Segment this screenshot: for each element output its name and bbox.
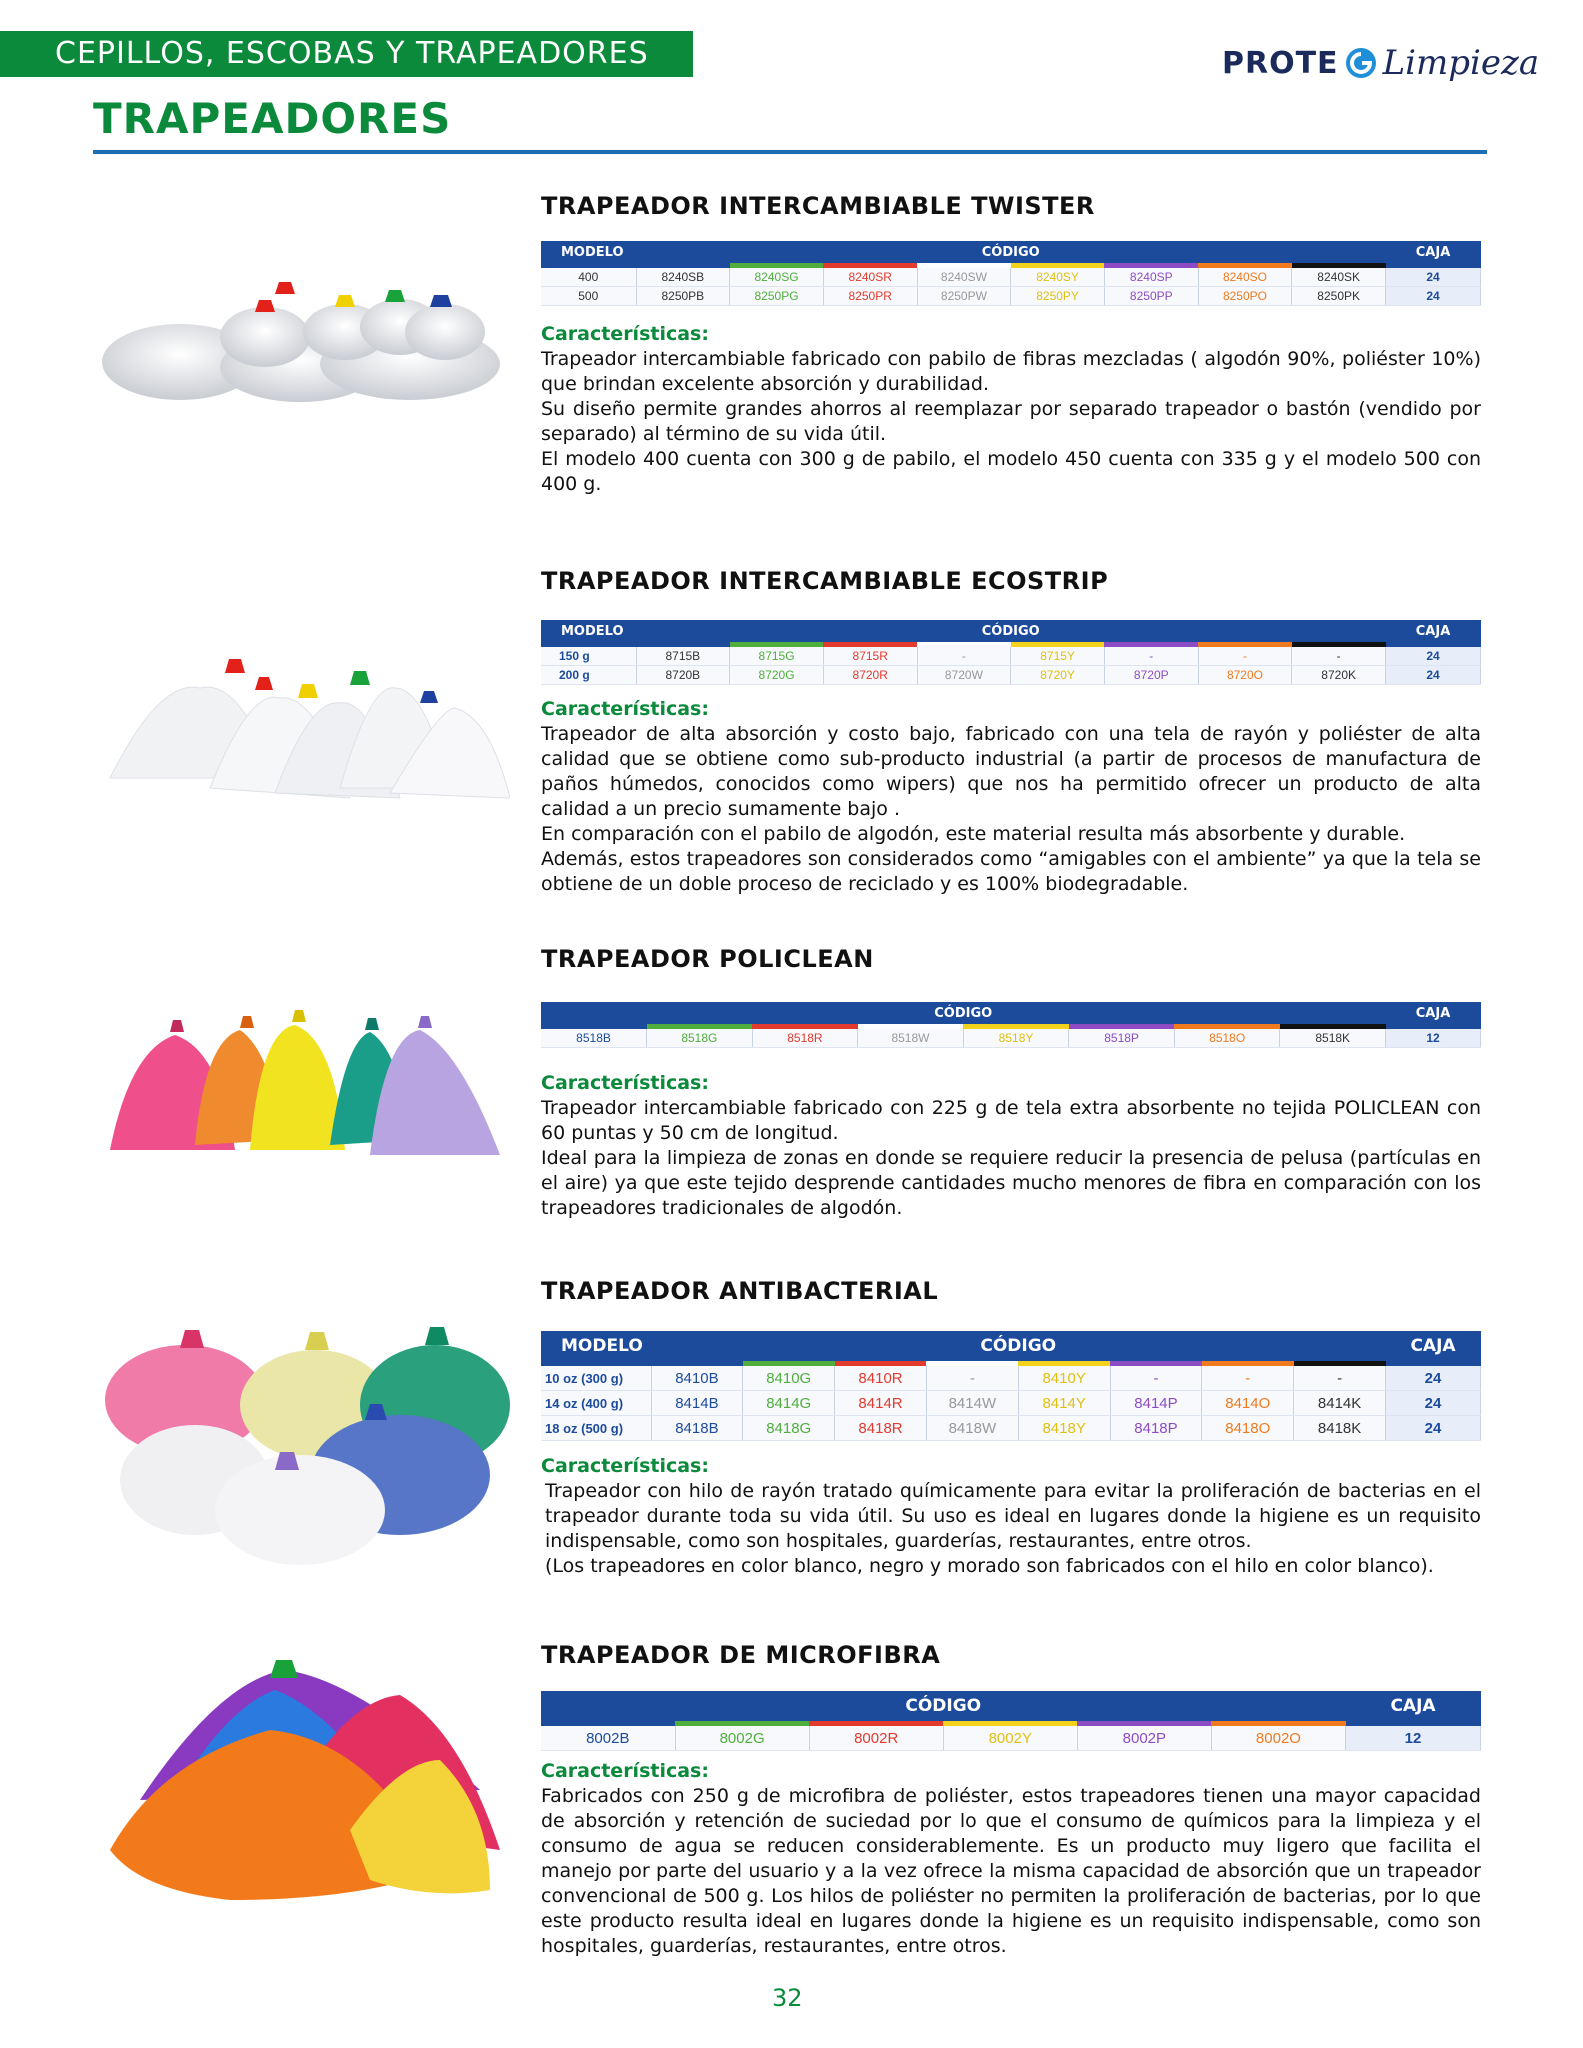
description-paragraph: (Los trapeadores en color blanco, negro y morado son fabricados con el hilo en color blanco). [545,1555,1434,1577]
code-cell: - [1104,647,1198,666]
product-description [541,1784,1481,1959]
brand-script: Limpieza [1382,43,1540,83]
box-cell: 24 [1386,647,1481,666]
model-cell: 200 g [541,666,636,685]
product-code-table [541,241,1481,306]
description-paragraph: Su diseño permite grandes ahorros al reemplazar por separado trapeador o bastón (vendido por separado) al término de su vida útil. [541,398,1481,445]
page-title: TRAPEADORES [93,94,452,143]
code-cell: 8518O [1174,1029,1280,1048]
model-cell: 400 [541,268,636,287]
description-paragraph: Ideal para la limpieza de zonas en donde se requiere reducir la presencia de pelusa (partículas en el aire) ya que este tejido desprende cantidades mucho menores de fibra en comparación con los trapeadores tradicionales de algodón. [541,1147,1481,1219]
description-paragraph: Trapeador de alta absorción y costo bajo, fabricado con una tela de rayón y poliéster de alta calidad que se obtiene como sub-producto industrial (a partir de procesos de manufactura de paños húmedos, conocidos como wipers) que nos ha permitido ofrecer un producto de alta calidad a un precio sumamente bajo . [541,723,1481,820]
code-cell: 8418Y [1018,1416,1110,1441]
section-header: CEPILLOS, ESCOBAS Y TRAPEADORES [0,31,693,77]
model-cell: 14 oz (400 g) [541,1391,651,1416]
model-cell: 10 oz (300 g) [541,1366,651,1391]
code-cell: 8518B [541,1029,647,1048]
code-cell: 8410R [835,1366,927,1391]
box-cell: 24 [1386,268,1481,287]
box-cell: 12 [1346,1726,1481,1751]
microfiber-mop-image [100,1650,510,1915]
code-cell: 8414W [926,1391,1018,1416]
column-header-box: CAJA [1386,1331,1481,1361]
code-cell: 8418P [1110,1416,1202,1441]
code-cell: 8414B [651,1391,743,1416]
model-cell: 500 [541,287,636,306]
code-cell: 8240SR [823,268,917,287]
column-header-box: CAJA [1386,241,1481,263]
code-cell: - [1202,1366,1294,1391]
code-cell: 8002Y [943,1726,1077,1751]
code-cell: 8720W [917,666,1011,685]
code-cell: 8414G [743,1391,835,1416]
title-divider [93,150,1487,154]
code-cell: 8414O [1202,1391,1294,1416]
code-cell: 8414P [1110,1391,1202,1416]
table-row [541,1416,1481,1441]
code-cell: 8720K [1292,666,1386,685]
box-cell: 24 [1386,1416,1481,1441]
code-cell: - [1110,1366,1202,1391]
code-cell: 8720O [1198,666,1292,685]
code-cell: 8240SP [1104,268,1198,287]
features-label: Características: [541,323,709,345]
product-title: TRAPEADOR POLICLEAN [541,945,874,973]
product-title: TRAPEADOR ANTIBACTERIAL [541,1277,939,1305]
product-title: TRAPEADOR DE MICROFIBRA [541,1641,941,1669]
code-cell: 8518Y [963,1029,1069,1048]
column-header-model: MODELO [541,241,636,263]
features-label: Características: [541,1072,709,1094]
code-cell: 8410B [651,1366,743,1391]
model-cell: 18 oz (500 g) [541,1416,651,1441]
product-code-table [541,1331,1481,1441]
product-description [541,1096,1481,1221]
product-description [541,722,1481,897]
code-cell: 8414K [1294,1391,1386,1416]
code-cell: 8250PB [636,287,730,306]
description-paragraph: Trapeador intercambiable fabricado con pabilo de fibras mezcladas ( algodón 90%, poliéster 10%) que brindan excelente absorción y durabilidad. [541,348,1481,395]
twister-mop-image [100,272,510,402]
code-cell: 8240SB [636,268,730,287]
column-header-code: CÓDIGO [541,1002,1386,1024]
description-paragraph: Además, estos trapeadores son considerados como “amigables con el ambiente” ya que la tela se obtiene de un doble proceso de reciclado y es 100% biodegradable. [541,848,1481,895]
code-cell: 8418K [1294,1416,1386,1441]
table-row [541,287,1481,306]
code-cell: 8418O [1202,1416,1294,1441]
code-cell: 8720G [730,666,824,685]
features-label: Características: [541,698,709,720]
description-paragraph: En comparación con el pabilo de algodón, este material resulta más absorbente y durable. [541,823,1406,845]
code-cell: 8518P [1069,1029,1175,1048]
product-code-table [541,620,1481,685]
code-cell: 8518K [1280,1029,1386,1048]
column-header-box: CAJA [1386,1002,1481,1024]
code-cell: 8250PW [917,287,1011,306]
description-paragraph: Trapeador con hilo de rayón tratado químicamente para evitar la proliferación de bacterias en el trapeador durante toda su vida útil. Su uso es ideal en lugares donde la higiene es un requisito indispensable, como son hospitales, guarderías, restaurantes, entre otros. [545,1480,1481,1552]
table-row [541,647,1481,666]
column-header-code: CÓDIGO [636,241,1386,263]
column-header-code: CÓDIGO [541,1691,1346,1721]
product-description [541,347,1481,497]
code-cell: 8250PK [1292,287,1386,306]
code-cell: 8715Y [1011,647,1105,666]
code-cell: 8418R [835,1416,927,1441]
code-cell: 8410G [743,1366,835,1391]
code-cell: 8410Y [1018,1366,1110,1391]
box-cell: 24 [1386,1391,1481,1416]
product-title: TRAPEADOR INTERCAMBIABLE ECOSTRIP [541,567,1109,595]
box-cell: 24 [1386,666,1481,685]
model-cell: 150 g [541,647,636,666]
code-cell: 8720P [1104,666,1198,685]
code-cell: 8518R [752,1029,858,1048]
page-number: 32 [772,1984,803,2012]
code-cell: 8518G [647,1029,753,1048]
description-paragraph: Trapeador intercambiable fabricado con 225 g de tela extra absorbente no tejida POLICLEAN con 60 puntas y 50 cm de longitud. [541,1097,1481,1144]
code-cell: 8720R [823,666,917,685]
table-row [541,1391,1481,1416]
code-cell: 8518W [858,1029,964,1048]
column-header-model: MODELO [541,1331,651,1361]
code-cell: 8240SW [917,268,1011,287]
description-paragraph: El modelo 400 cuenta con 300 g de pabilo, el modelo 450 cuenta con 335 g y el modelo 500 con 400 g. [541,448,1481,495]
table-row [541,666,1481,685]
column-header-model: MODELO [541,620,636,642]
code-cell: 8418W [926,1416,1018,1441]
ecostrip-mop-image [100,648,510,813]
code-cell: 8240SG [730,268,824,287]
code-cell: 8720Y [1011,666,1105,685]
code-cell: 8002B [541,1726,675,1751]
code-cell: 8418B [651,1416,743,1441]
code-cell: 8715G [730,647,824,666]
code-cell: 8250PP [1104,287,1198,306]
code-cell: - [926,1366,1018,1391]
brand-logo [1222,38,1539,88]
policlean-mop-image [100,1010,510,1160]
code-cell: 8002O [1211,1726,1345,1751]
code-cell: 8715B [636,647,730,666]
column-header-box: CAJA [1386,620,1481,642]
product-title: TRAPEADOR INTERCAMBIABLE TWISTER [541,192,1095,220]
table-row [541,1366,1481,1391]
code-cell: - [917,647,1011,666]
code-cell: 8250PY [1011,287,1105,306]
code-cell: 8002G [675,1726,809,1751]
product-code-table [541,1691,1481,1751]
column-header-code: CÓDIGO [636,620,1386,642]
table-row [541,268,1481,287]
code-cell: - [1294,1366,1386,1391]
features-label: Características: [541,1760,709,1782]
product-code-table [541,1002,1481,1048]
table-row [541,1726,1481,1751]
brand-name: PROTE [1222,45,1339,81]
brand-mark-icon [1345,47,1377,79]
code-cell: 8720B [636,666,730,685]
code-cell: 8240SK [1292,268,1386,287]
code-cell: 8715R [823,647,917,666]
box-cell: 12 [1386,1029,1481,1048]
box-cell: 24 [1386,287,1481,306]
code-cell: - [1198,647,1292,666]
box-cell: 24 [1386,1366,1481,1391]
code-cell: 8250PG [730,287,824,306]
product-description [545,1479,1481,1579]
code-cell: 8250PO [1198,287,1292,306]
description-paragraph: Fabricados con 250 g de microfibra de poliéster, estos trapeadores tienen una mayor capacidad de absorción y retención de suciedad por lo que el consumo de químicos para la limpieza y el consumo de agua se reducen considerablemente. Es un producto muy ligero que facilita el manejo por parte del usuario y a la vez ofrece la misma capacidad de absorción que un trapeador convencional de 500 g. Los hilos de poliéster no permiten la proliferación de bacterias, por lo que este producto resulta ideal en lugares donde la higiene es un requisito indispensable, como son hospitales, guarderías, restaurantes, entre otros. [541,1785,1481,1957]
code-cell: - [1292,647,1386,666]
code-cell: 8240SO [1198,268,1292,287]
code-cell: 8418G [743,1416,835,1441]
column-header-code: CÓDIGO [651,1331,1386,1361]
code-cell: 8002P [1077,1726,1211,1751]
features-label: Características: [541,1455,709,1477]
code-cell: 8002R [809,1726,943,1751]
table-row [541,1029,1481,1048]
antibacterial-mop-image [100,1320,510,1570]
code-cell: 8414Y [1018,1391,1110,1416]
code-cell: 8414R [835,1391,927,1416]
code-cell: 8250PR [823,287,917,306]
column-header-box: CAJA [1346,1691,1481,1721]
code-cell: 8240SY [1011,268,1105,287]
